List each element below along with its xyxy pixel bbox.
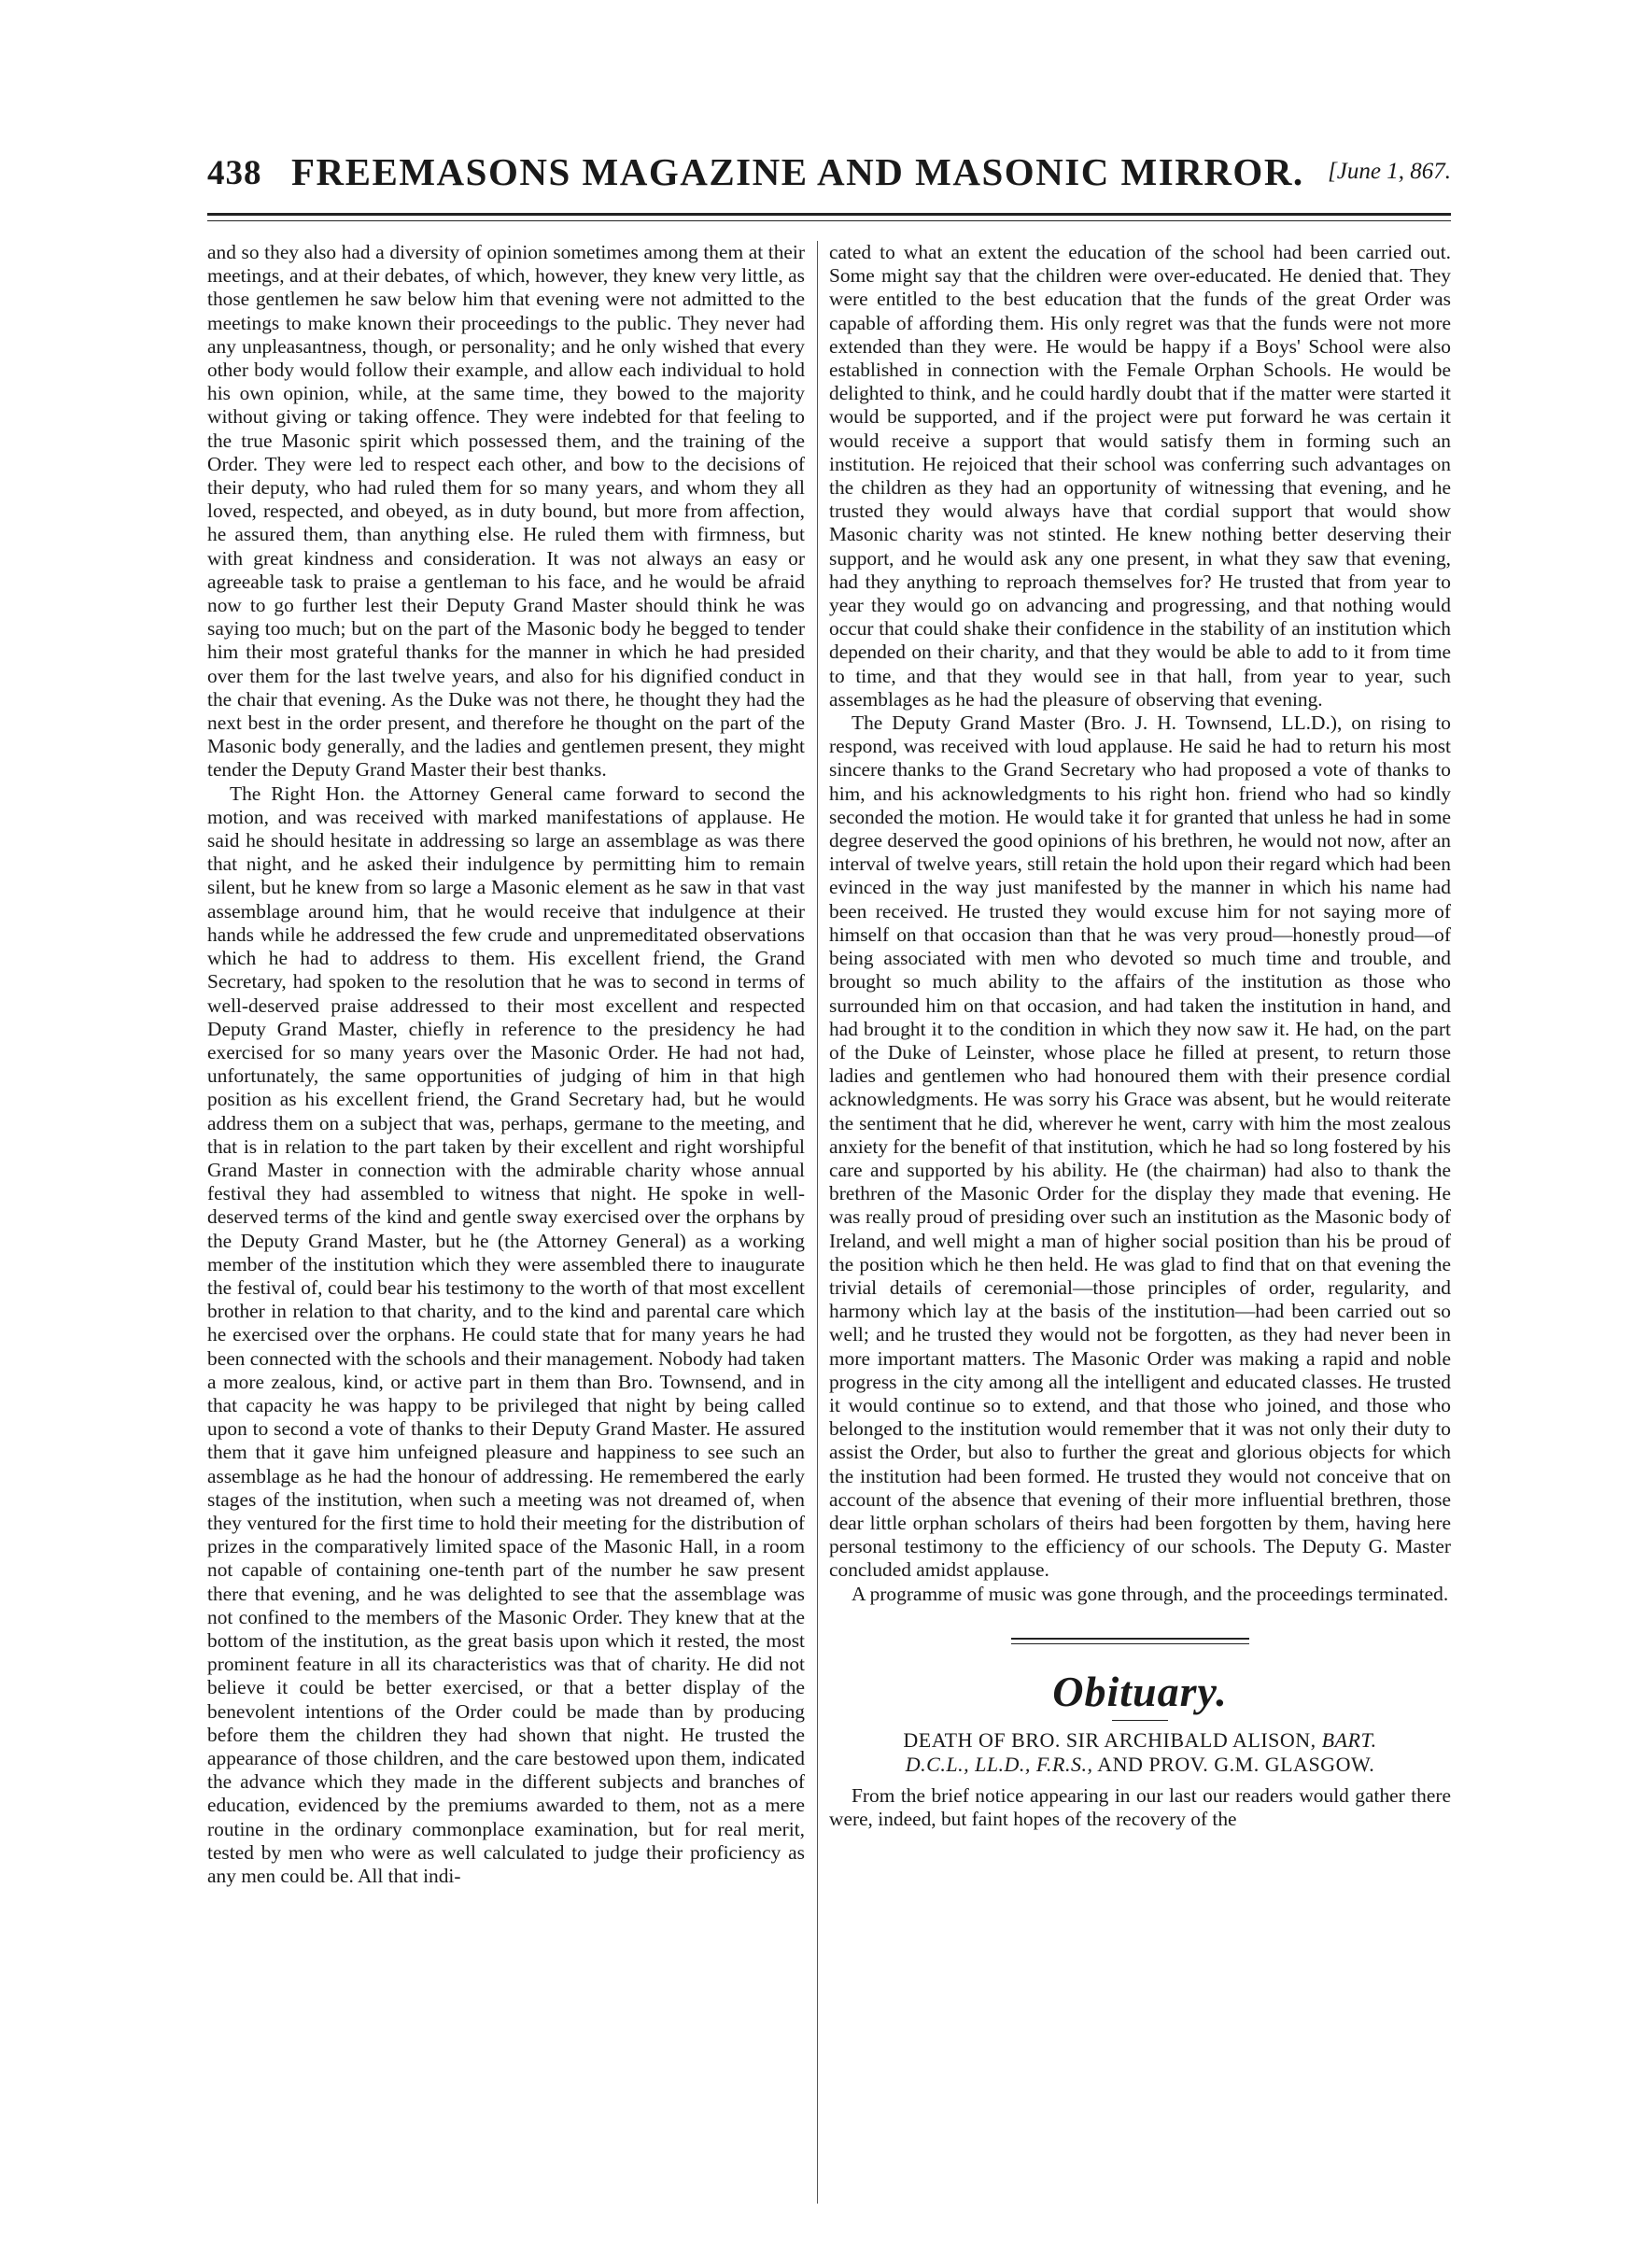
obituary-heading-line-1 (829, 1728, 1451, 1753)
right-paragraph-2: The Deputy Grand Master (Bro. J. H. Townsend, LL.D.), on rising to respond, was received with loud applause. He said he had to return his most sincere thanks to the Grand Secretary who had proposed a vote of thanks to him, and his acknowledgments to his right hon. friend who had so kindly seconded the motion. He would take it for granted that unless he had in some degree deserved the good opinions of his brethren, he would not now, after an interval of twelve years, still retain the hold upon their regard which had been evinced in the way just manifested by the manner in which his name had been received. He trusted they would excuse him for not saying more of himself on that occasion than that he was very proud—honestly proud—of being associated with men who devoted so much time and trouble, and brought so much ability to the affairs of the institution as those who surrounded him on that occasion, and had taken the institution in hand, and had brought it to the condition in which they now saw it. He had, on the part of the Duke of Leinster, whose place he filled at present, to return those ladies and gentlemen who had honoured them with their presence cordial acknowledgments. He was sorry his Grace was absent, but he would reiterate the sentiment that he did, wherever he went, carry with him the most zealous anxiety for the benefit of that institution, which he had so long fostered by his care and supported by his ability. He (the chairman) had also to thank the brethren of the Masonic Order for the display they made that evening. He was really proud of presiding over such an institution as the Masonic body of Ireland, and well might a man of higher social position than his be proud of the position which he then held. He was glad to find that on that evening the trivial details of ceremonial—those principles of order, regularity, and harmony which lay at the basis of the institution—had been carried out so well; and he trusted they would not be forgotten, as they had never been in more important matters. The Masonic Order was making a rapid and noble progress in the city among all the intelligent and educated classes. He trusted it would continue so to extend, and that those who joined, and those who belonged to the institution would remember that it was not only their duty to assist the Order, but also to further the great and glorious objects for which the institution had been formed. He trusted they would not conceive that on account of the absence that evening of their more influential brethren, those dear little orphan scholars of theirs had been forgotten by them, having here personal testimony to the efficiency of our schools. The Deputy G. Master concluded amidst applause. (829, 711, 1451, 1582)
page-header (207, 149, 1451, 205)
obituary-heading-line-2 (829, 1753, 1451, 1777)
obituary-heading-office: AND PROV. G.M. GLASGOW. (1092, 1752, 1375, 1776)
obituary-heading-name: DEATH OF BRO. SIR ARCHIBALD ALISON, (903, 1727, 1322, 1752)
column-divider (817, 241, 818, 2204)
separator-line-thick (1011, 1638, 1249, 1640)
obituary-body: From the brief notice appearing in our last our readers would gather there were, indeed, but faint hopes of the recovery of the (829, 1783, 1451, 1830)
obituary-heading-title: BART. (1321, 1727, 1377, 1752)
header-rule-thin (207, 220, 1451, 221)
obituary-heading (829, 1728, 1451, 1777)
issue-date: [June 1, 867. (1328, 159, 1451, 184)
header-rule-thick (207, 213, 1451, 216)
right-paragraph-3: A programme of music was gone through, and the proceedings terminated. (852, 1582, 1449, 1605)
page-number: 438 (207, 154, 262, 192)
masthead-title: FREEMASONS MAGAZINE AND MASONIC MIRROR. (291, 150, 1304, 193)
obituary-heading-degrees: D.C.L., LL.D., F.R.S., (905, 1752, 1093, 1776)
left-column (207, 241, 805, 1888)
obituary-title: Obituary. (1052, 1667, 1228, 1715)
section-separator (829, 1630, 1451, 1662)
separator-line-thin (1011, 1643, 1249, 1644)
right-paragraph-1: cated to what an extent the education of the school had been carried out. Some might say that the children were over-educated. He denied that. They were entitled to the best education that the funds of the great Order was capable of affording them. His only regret was that the funds were not more extended than they were. He would be happy if a Boys' School were also established in connection with the Female Orphan Schools. He would be delighted to think, and he could hardly doubt that if the matter were started it would be supported, and if the project were put forward he was certain it would receive a support that would satisfy them in forming such an institution. He rejoiced that their school was conferring such advantages on the children as they had an opportunity of witnessing that evening, and he trusted they would always have that cordial support that would show Masonic charity was not stinted. He knew nothing better deserving their support, and he would ask any one present, in what they saw that evening, had they anything to reproach themselves for? He trusted that from year to year they would go on advancing and progressing, and that nothing would occur that could shake their confidence in the stability of an institution which depended on their charity, and that they would be able to add to it from time to time, and that they would see in that hall, from year to year, such assemblages as he had the pleasure of observing that evening. (829, 241, 1451, 711)
left-paragraph-2: The Right Hon. the Attorney General came forward to second the motion, and was received with marked manifestations of applause. He said he should hesitate in addressing so large an assemblage as was there that night, and he asked their indulgence by permitting him to remain silent, but he knew from so large a Masonic element as he saw in that vast assemblage around him, that he would receive that indulgence at their hands while he addressed the few crude and unpremeditated observations which he had to address to them. His excellent friend, the Grand Secretary, had spoken to the resolution that he was to second in terms of well-deserved praise addressed to their most excellent and respected Deputy Grand Master, chiefly in reference to the presidency he had exercised for so many years over the Masonic Order. He had not had, unfortunately, the same opportunities of judging of him in that high position as his excellent friend, the Grand Secretary had, but he would address them on a subject that was, perhaps, germane to the meeting, and that is in relation to the part taken by their excellent and right worshipful Grand Master in connection with the admirable charity whose annual festival they had assembled to witness that night. He spoke in well-deserved terms of the kind and gentle sway exercised over the orphans by the Deputy Grand Master, but he (the Attorney General) as a working member of the institution which they were assembled there to inaugurate the festival of, could bear his testimony to the worth of that most excellent brother in relation to that charity, and to the kind and parental care which he exercised over the orphans. He could state that for many years he had been connected with the schools and their management. Nobody had taken a more zealous, kind, or active part in them than Bro. Townsend, and in that capacity he was happy to be privileged that night by being called upon to second a vote of thanks to their Deputy Grand Master. He assured them that it gave him unfeigned pleasure and happiness to see such an assemblage as he had the honour of addressing. He remembered the early stages of the institution, when such a meeting was not dreamed of, when they ventured for the first time to hold their meeting for the distribution of prizes in the comparatively limited space of the Masonic Hall, in a room not capable of containing one-tenth part of the number he saw present there that evening, and he was delighted to see that the assemblage was not confined to the members of the Masonic Order. They knew that at the bottom of the institution, as the great basis upon which it rested, the most prominent feature in all its characteristics was that of charity. He did not believe it could be better exercised, or that a better display of the benevolent intentions of the Order could be made than by producing before them the children they had shown that night. He trusted the appearance of those children, and the care bestowed upon them, indicated the advance which they made in the different subjects and branches of education, evidenced by the premiums awarded to them, not as a mere routine in the ordinary commonplace examination, but for real merit, tested by men who were as well calculated to judge their proficiency as any men could be. All that indi- (207, 782, 805, 1888)
right-column (829, 241, 1451, 1831)
left-paragraph-1: and so they also had a diversity of opinion sometimes among them at their meetings, and at their debates, of which, however, they knew very little, as those gentlemen he saw below him that evening were not admitted to the meetings to make known their proceedings to the public. They never had any unpleasantness, though, or personality; and he only wished that every other body would follow their example, and allow each individual to hold his own opinion, while, at the same time, they bowed to the majority without giving or taking offence. They were indebted for that feeling to the true Masonic spirit which possessed them, and the training of the Order. They were led to respect each other, and bow to the decisions of their deputy, who had ruled them for so many years, and whom they all loved, respected, and obeyed, as in duty bound, but more from affection, he assured them, than anything else. He ruled them with firmness, but with great kindness and consideration. It was not always an easy or agreeable task to praise a gentleman to his face, and he would be afraid now to go further lest their Deputy Grand Master should think he was saying too much; but on the part of the Masonic body he begged to tender him their most grateful thanks for the manner in which he had presided over them for the last twelve years, and also for his dignified conduct in the chair that evening. As the Duke was not there, he thought they had the next best in the order present, and therefore he thought on the part of the Masonic body generally, and the ladies and gentlemen present, they might tender the Deputy Grand Master their best thanks. (207, 241, 805, 782)
obituary-title-rule (1112, 1720, 1168, 1721)
